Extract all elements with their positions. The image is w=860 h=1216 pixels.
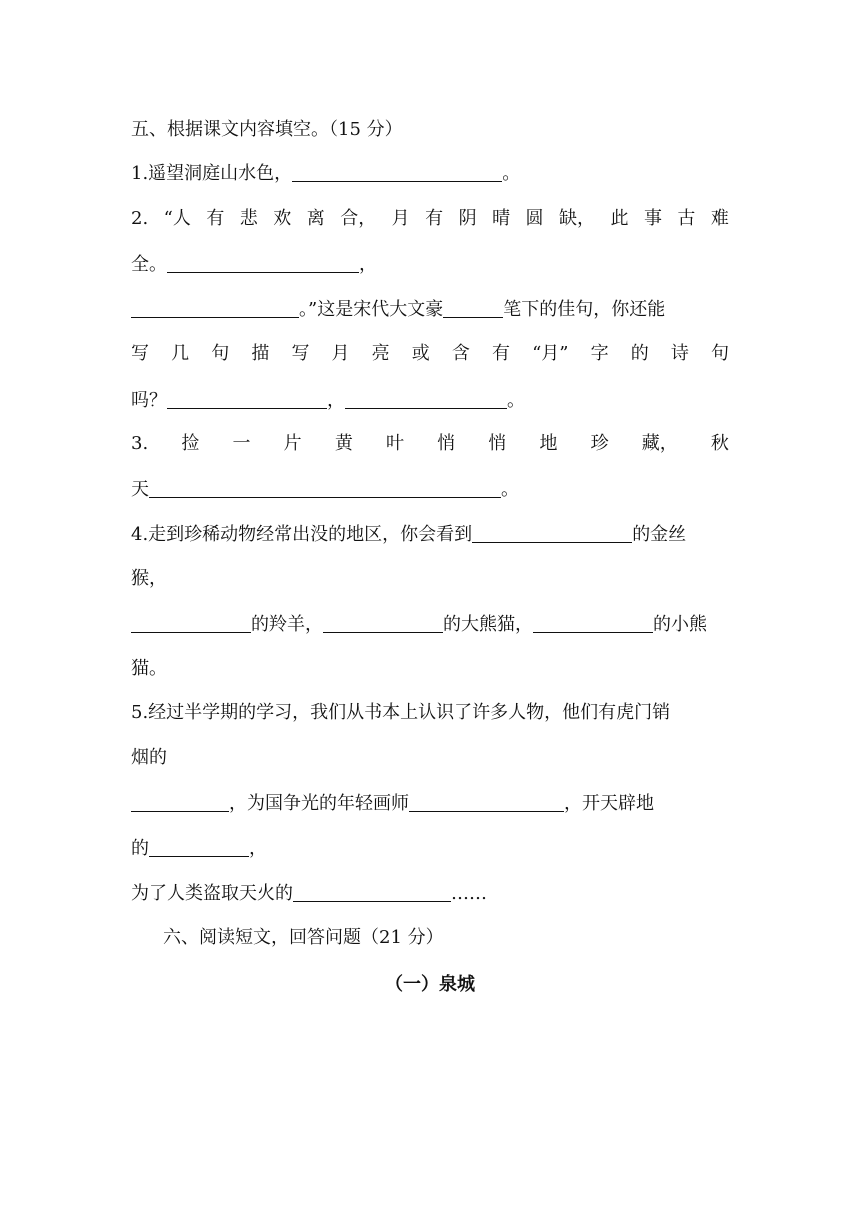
section5-q2-line1_chars-char: 悲 (239, 208, 258, 229)
q2-line5-end: 。 (507, 390, 525, 411)
section5-q2-line1_chars-char: 月 (391, 208, 410, 229)
q5-blank-3[interactable] (149, 836, 249, 857)
q2-line3-end: 笔下的佳句，你还能 (503, 299, 666, 320)
section5-heading: 五、根据课文内容填空。（15 分） (131, 119, 403, 140)
question-4-line2: 猴， (131, 568, 167, 589)
section5-q3-line1_chars-char: 捡 (181, 433, 200, 454)
question-5-line5 (131, 881, 729, 905)
section5-q3-line1_chars-char: 秋 (710, 433, 729, 454)
q2-blank-4[interactable] (345, 388, 507, 409)
section5-q3-line1_chars-char: 叶 (385, 433, 404, 454)
section5-q2-line4_chars-char: 含 (451, 343, 470, 364)
q2-blank-author[interactable] (443, 297, 503, 318)
q1-text: 1.遥望洞庭山水色， (131, 163, 293, 184)
section5-q2-line4_chars-char: 有 (491, 343, 510, 364)
section5-q3-line1_chars-char: 藏， (641, 433, 678, 454)
question-5-line1: 5.经过半学期的学习，我们从书本上认识了许多人物，他们有虎门销 (131, 702, 671, 723)
q5-blank-2[interactable] (409, 791, 564, 812)
section5-q2-line1_chars-char: 此 (610, 208, 629, 229)
section5-q2-line4_chars-char: 字 (590, 343, 609, 364)
question-4-line3 (131, 612, 729, 636)
q4-line1-end: 的金丝 (632, 524, 687, 545)
section5-q3-line1_chars-char: 3. (131, 433, 149, 454)
q5-blank-1[interactable] (131, 791, 229, 812)
section5-q3-line1_chars-char: 悄 (437, 433, 456, 454)
question-2-line2 (131, 252, 729, 276)
q4-blank-3[interactable] (323, 612, 443, 633)
section5-q2-line4_chars-char: 月 (331, 343, 350, 364)
question-2-line3 (131, 297, 729, 321)
q2-blank-3[interactable] (167, 388, 327, 409)
q3-line2-end: 。 (501, 479, 519, 500)
question-1 (131, 161, 729, 185)
q4-line1-start: 4.走到珍稀动物经常出没的地区，你会看到 (131, 524, 473, 545)
q1-end: 。 (502, 163, 521, 184)
section5-q2-line1_chars-char: 难 (710, 208, 729, 229)
section5-q2-line1_chars-char: 合， (340, 208, 377, 229)
passage-title: （一）泉城 (385, 974, 475, 995)
question-5-line2: 烟的 (131, 747, 167, 768)
q2-blank-2[interactable] (131, 297, 299, 318)
question-2-line5 (131, 388, 729, 412)
section5-q2-line4_chars-char: 描 (251, 343, 270, 364)
section5-q3-line1_chars-char: 片 (283, 433, 302, 454)
q5-line3-b: ，开天辟地 (564, 793, 654, 814)
section5-q2-line1_chars-char: 古 (677, 208, 696, 229)
section5-q2-line1_chars-char: 缺， (559, 208, 596, 229)
section5-q3-line1_chars-char: 悄 (488, 433, 507, 454)
q2-blank-1[interactable] (167, 252, 359, 273)
section5-q2-line4_chars-char: 或 (411, 343, 430, 364)
q4-blank-4[interactable] (533, 612, 653, 633)
q3-line2-start: 天 (131, 479, 149, 500)
q2-line5-start: 吗？ (131, 390, 167, 411)
section5-q2-line4_chars-char: 的 (630, 343, 649, 364)
question-3-line1 (131, 432, 729, 456)
q2-line5-sep: ， (327, 390, 345, 411)
section5-q2-line4_chars-char: 句 (211, 343, 230, 364)
section5-q3-line1_chars-char: 一 (232, 433, 251, 454)
question-5-line3 (131, 791, 729, 815)
question-2-line4 (131, 342, 729, 366)
section5-q2-line4_chars-char: 写 (291, 343, 310, 364)
section5-q3-line1_chars-char: 黄 (334, 433, 353, 454)
q4-blank-1[interactable] (472, 522, 632, 543)
section5-q2-line1_chars-char: 离 (306, 208, 325, 229)
section5-q2-line1_chars-char: 晴 (492, 208, 511, 229)
section5-q2-line1_chars-char: 阴 (458, 208, 477, 229)
question-3-line2 (131, 477, 729, 501)
question-2-line1 (131, 207, 729, 231)
q5-line5-start: 为了人类盗取天火的 (131, 883, 293, 904)
q5-line4-end: ， (249, 838, 267, 859)
q4-line3-b: 的大熊猫， (443, 614, 533, 635)
section5-q2-line4_chars-char: 句 (710, 343, 729, 364)
section5-q2-line1_chars-char: 有 (206, 208, 225, 229)
q4-blank-2[interactable] (131, 612, 251, 633)
q2-line2-text: 全。 (131, 254, 167, 275)
section6-heading: 六、阅读短文，回答问题（21 分） (163, 927, 444, 948)
q5-line5-end: …… (451, 883, 487, 904)
question-4-line1 (131, 522, 729, 546)
section5-q3-line1_chars-char: 地 (539, 433, 558, 454)
section5-q2-line1_chars-char: 欢 (273, 208, 292, 229)
section5-q2-line1_chars-char: 2. (131, 208, 149, 229)
q2-line2-end: ， (359, 254, 377, 275)
q4-line3-a: 的羚羊， (251, 614, 323, 635)
section5-q2-line4_chars-char: 几 (171, 343, 190, 364)
q3-blank[interactable] (149, 477, 501, 498)
q2-line3-mid: 。”这是宋代大文豪 (299, 299, 444, 320)
q4-line3-c: 的小熊 (653, 614, 707, 635)
q5-line3-a: ，为国争光的年轻画师 (229, 793, 409, 814)
q5-blank-4[interactable] (293, 881, 451, 902)
section5-q2-line1_chars-char: 圆 (525, 208, 544, 229)
section5-q2-line4_chars-char: 写 (131, 343, 149, 364)
section5-q2-line1_chars-char: “人 (163, 208, 191, 229)
q5-line4-start: 的 (131, 838, 149, 859)
q1-blank[interactable] (292, 161, 502, 182)
section5-q2-line4_chars-char: “月” (532, 343, 569, 364)
section5-q2-line4_chars-char: 亮 (371, 343, 390, 364)
section5-q3-line1_chars-char: 珍 (590, 433, 609, 454)
section5-q2-line1_chars-char: 有 (425, 208, 444, 229)
section5-q2-line4_chars-char: 诗 (670, 343, 689, 364)
section5-q2-line1_chars-char: 事 (643, 208, 662, 229)
question-4-line4: 猫。 (131, 658, 167, 679)
question-5-line4 (131, 836, 729, 860)
